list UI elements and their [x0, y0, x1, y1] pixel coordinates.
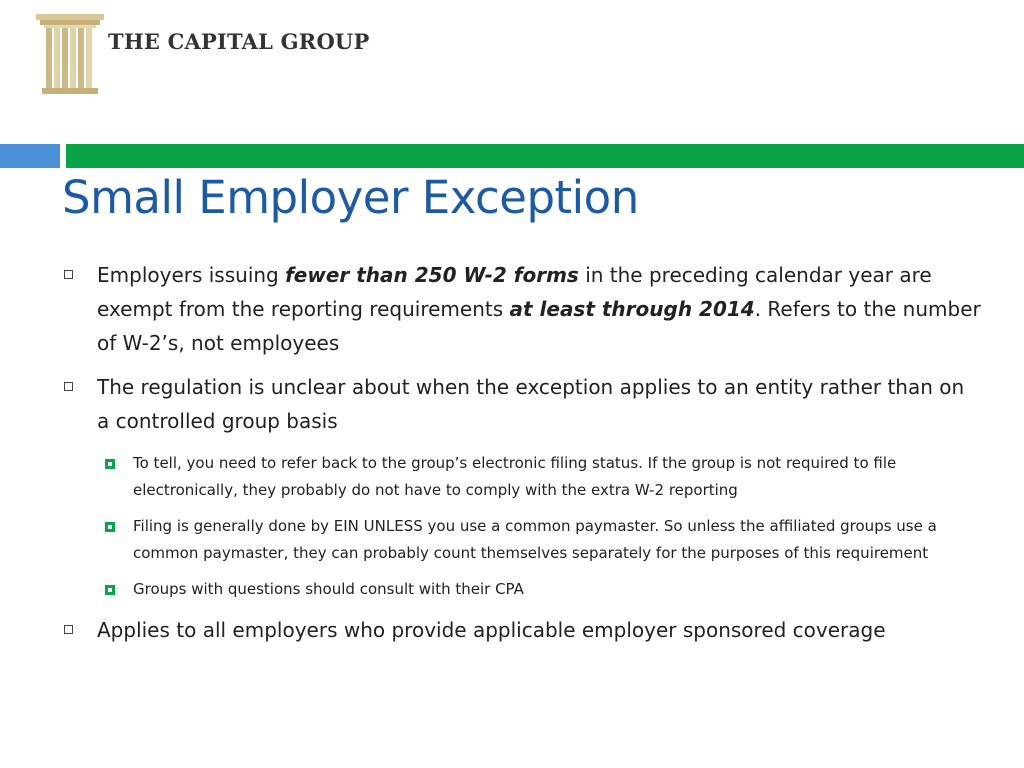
bullet-list	[62, 258, 982, 657]
emphasis-text: fewer than 250 W-2 forms	[285, 263, 579, 287]
slide-title: Small Employer Exception	[62, 171, 639, 224]
sub-bullet-text: To tell, you need to refer back to the group’s electronic filing status. If the group is not required to file electronically, they probably do not have to comply with the extra W-2 reporting	[133, 454, 897, 499]
accent-bar-green	[66, 144, 1024, 168]
bullet-item	[62, 370, 982, 603]
bullet-item	[62, 613, 982, 647]
sub-bullet-item	[97, 576, 982, 603]
sub-bullet-text: Filing is generally done by EIN UNLESS you use a common paymaster. So unless the affiliated groups use a common paymaster, they can probably count themselves separately for the purposes of this requirement	[133, 517, 937, 562]
hollow-square-bullet-icon	[64, 625, 73, 634]
bullet-text	[97, 263, 981, 355]
text-segment: . Refers to the number of W-2’s, not employees	[97, 297, 981, 355]
company-logo	[34, 14, 374, 94]
square-bullet-icon	[105, 585, 115, 595]
text-segment: in the preceding calendar year are exempt from the reporting requirements	[97, 263, 932, 321]
hollow-square-bullet-icon	[64, 382, 73, 391]
sub-bullet-text: Groups with questions should consult with their CPA	[133, 580, 524, 598]
accent-bar-blue	[0, 144, 60, 168]
column-pillar-icon	[34, 14, 106, 94]
company-name: THE CAPITAL GROUP	[108, 29, 370, 54]
bullet-text: Applies to all employers who provide applicable employer sponsored coverage	[97, 618, 886, 642]
bullet-item	[62, 258, 982, 360]
bullet-text: The regulation is unclear about when the exception applies to an entity rather than on a controlled group basis	[97, 375, 965, 433]
sub-bullet-item	[97, 450, 982, 504]
square-bullet-icon	[105, 522, 115, 532]
hollow-square-bullet-icon	[64, 270, 73, 279]
square-bullet-icon	[105, 459, 115, 469]
sub-bullet-list	[97, 450, 982, 603]
emphasis-text: at least through 2014	[509, 297, 755, 321]
text-segment: Employers issuing	[97, 263, 286, 287]
sub-bullet-item	[97, 513, 982, 567]
